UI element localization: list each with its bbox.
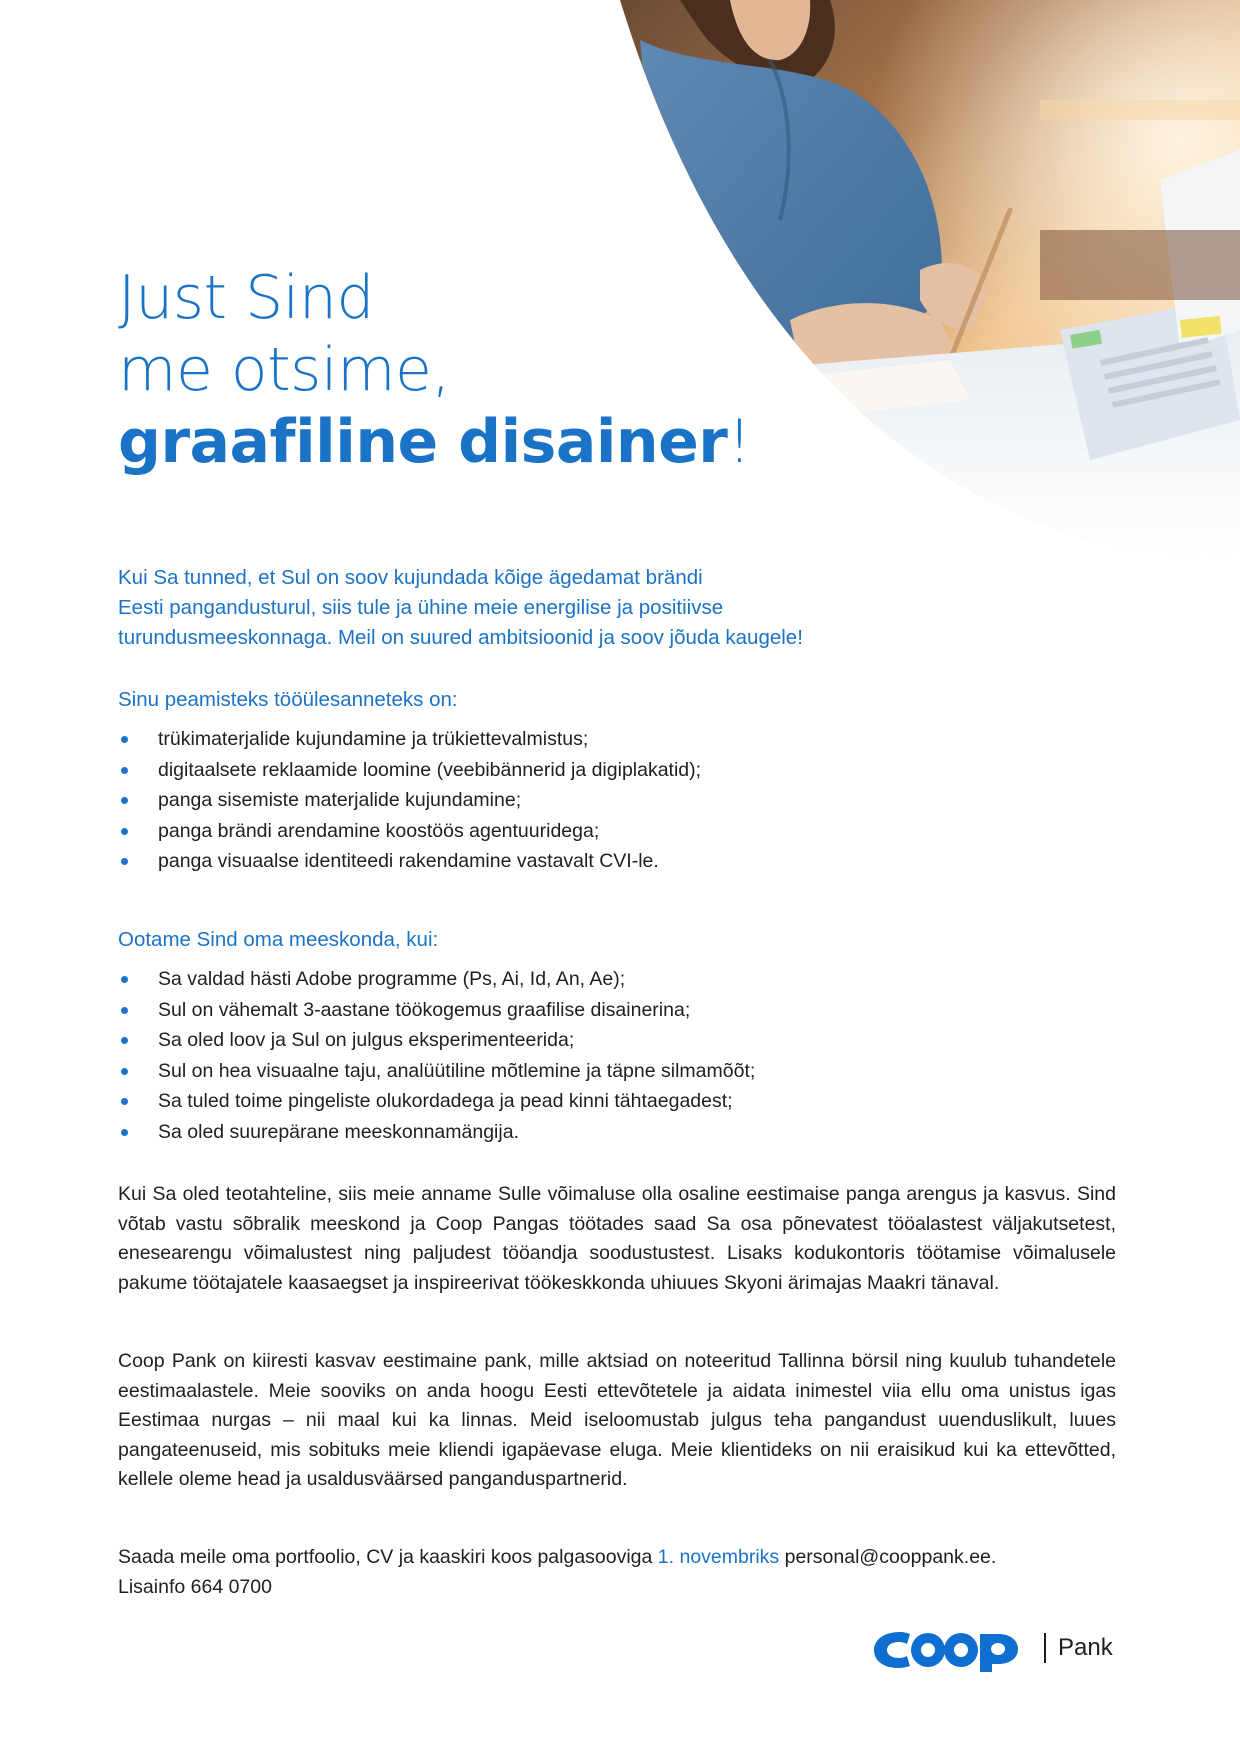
list-item: Sa oled suurepärane meeskonnamängija. [118,1117,1118,1148]
contact-phone: Lisainfo 664 0700 [118,1575,272,1598]
list-item: trükimaterjalide kujundamine ja trükiettevalmistus; [118,724,1118,755]
tasks-list [118,724,1118,877]
intro-line: turundusmeeskonnaga. Meil on suured ambitsioonid ja soov jõuda kaugele! [118,626,803,649]
apply-text: Saada meile oma portfoolio, CV ja kaaskiri koos palgasooviga [118,1546,658,1568]
headline-job-title: graafiline disainer [118,407,728,477]
intro-line: Kui Sa tunned, et Sul on soov kujundada kõige ägedamat brändi [118,566,703,589]
list-item: Sa valdad hästi Adobe programme (Ps, Ai, Id, An, Ae); [118,964,1118,995]
headline-line-3 [118,406,758,478]
list-item: Sa oled loov ja Sul on julgus eksperimenteerida; [118,1025,1118,1056]
requirements-list [118,964,1118,1147]
intro-line: Eesti pangandusturul, siis tule ja ühine meie energilise ja positiivse [118,596,724,619]
headline-exclamation: ! [727,407,751,477]
apply-paragraph [118,1543,1116,1602]
logo-divider [1044,1633,1046,1663]
application-deadline: 1. novembriks [657,1546,780,1568]
list-item: digitaalsete reklaamide loomine (veebibännerid ja digiplakatid); [118,755,1118,786]
requirements-heading: Ootame Sind oma meeskonda, kui: [118,928,439,951]
intro-paragraph [118,563,1018,653]
list-item: panga sisemiste materjalide kujundamine; [118,785,1118,816]
coop-wordmark-icon [870,1624,1030,1672]
headline-line-1: Just Sind [118,263,374,333]
list-item: Sul on vähemalt 3-aastane töökogemus graafilise disainerina; [118,995,1118,1026]
list-item: Sul on hea visuaalne taju, analüütiline mõtlemine ja täpne silmamõõt; [118,1056,1118,1087]
list-item: Sa tuled toime pingeliste olukordadega ja pead kinni tähtaegadest; [118,1086,1118,1117]
coop-pank-logo [870,1620,1130,1676]
list-item: panga brändi arendamine koostöös agentuuridega; [118,816,1118,847]
headline-line-2: me otsime, [118,335,451,405]
offer-paragraph: Kui Sa oled teotahteline, siis meie anname Sulle võimaluse olla osaline eestimaise panga arengus ja kasvus. Sind võtab vastu sõbralik meeskond ja Coop Pangas töötades saad Sa osa põnevatest tööalastest väljakutsetest, enesearengu võimalustest ning paljudest tööandja soodustustest. Lisaks kodukontoris töötamise võimalusele pakume töötajatele kaasaegset ja inspireerivat töökeskkonda uhiuues Skyoni ärimajas Maakri tänaval. [118,1183,1116,1294]
logo-pank-text: Pank [1058,1634,1113,1661]
company-paragraph: Coop Pank on kiiresti kasvav eestimaine pank, mille aktsiad on noteeritud Tallinna börsil ning kuulub tuhandetele eestimaalastele. Meie sooviks on anda hoogu Eesti ettevõtetele ja aidata inimestel viia ellu oma unistus igas Eestimaa nurgas – nii maal kui ka linnas. Meid iseloomustab julgus teha pangandust uuenduslikult, luues pangateenuseid, mis sobituks meie kliendi igapäevase eluga. Meie klientideks on nii eraisikud kui ka ettevõtted, kellele oleme head ja usaldusväärsed panganduspartnerid. [118,1350,1116,1490]
tasks-heading: Sinu peamisteks tööülesanneteks on: [118,688,458,711]
list-item: panga visuaalse identiteedi rakendamine vastavalt CVI-le. [118,846,1118,877]
headline [118,262,758,478]
contact-email[interactable]: personal@cooppank.ee. [779,1546,997,1568]
